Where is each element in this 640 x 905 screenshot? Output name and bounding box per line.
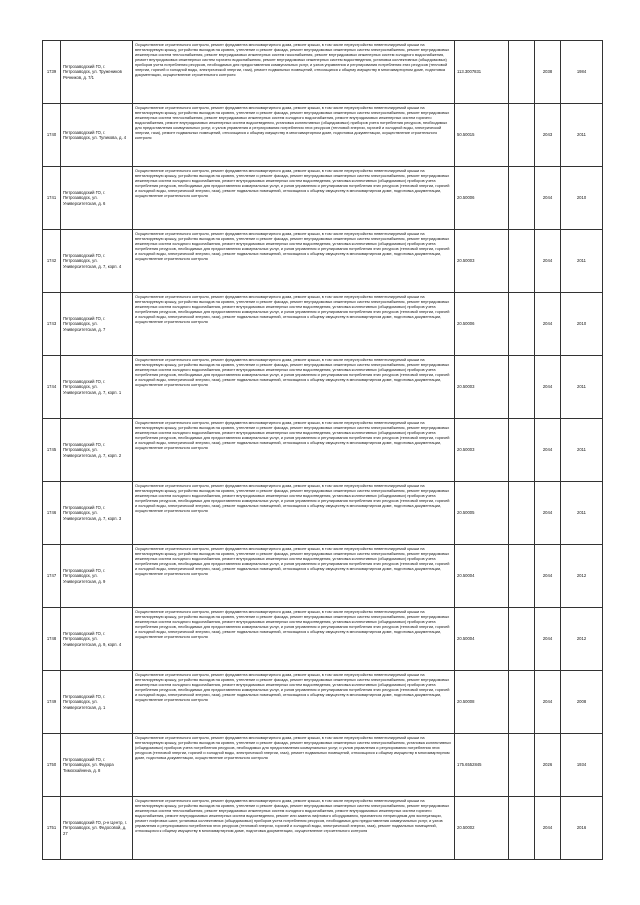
built-year-cell: 2010 [561, 293, 603, 356]
cost-cell: 50.50015 [455, 104, 509, 167]
built-year-cell: 2011 [561, 419, 603, 482]
built-year-cell: 2012 [561, 545, 603, 608]
table-body [43, 41, 603, 860]
empty-cell [509, 671, 535, 734]
works-description-cell: Осуществление строительного контроля, ремонт фундамента многоквартирного дома, ремонт крыши, в том числе переустройство невентилируемой крыши на вентилируемую крышу, устройство выходов на кровлю, утепление и ремонт фасада, ремонт внутридомовых инженерных систем электроснабжения, установка коллективных (общедомовых) приборов учета потребления ресурсов, необходимых для предоставления коммунальных услуг, и узлов управления и регулирования потребления этих ресурсов (тепловой энергии, горячей и холодной воды, электрической энергии, газа), ремонт подвальных помещений, относящихся к общему имуществу в многоквартирном доме, подготовка документации, осуществление строительного контроля [133, 734, 455, 797]
planned-year-cell: 2038 [535, 41, 561, 104]
planned-year-cell: 2044 [535, 419, 561, 482]
works-description-cell: Осуществление строительного контроля, ремонт фундамента многоквартирного дома, ремонт крыши, в том числе переустройство невентилируемой крыши на вентилируемую крышу, устройство выходов на кровлю, утепление и ремонт фасада, ремонт внутридомовых инженерных систем электроснабжения, ремонт внутридомовых инженерных систем холодного водоснабжения, ремонт внутридомовых инженерных систем водоотведения, установка коллективных (общедомовых) приборов учета потребления ресурсов, необходимых для предоставления коммунальных услуг, и узлов управления и регулирования потребления этих ресурсов (тепловой энергии, горячей и холодной воды, электрической энергии, газа), ремонт подвальных помещений, относящихся к общему имуществу в многоквартирном доме, подготовка документации, осуществление строительного контроля [133, 545, 455, 608]
address-cell: Петрозаводский ГО, г. Петрозаводск, ул. Университетская, д. 7, корп. 1 [61, 356, 133, 419]
row-number: 1751 [43, 797, 61, 860]
address-cell: Петрозаводский ГО, г. Петрозаводск, ул. Университетская, д. 6 [61, 167, 133, 230]
built-year-cell: 1984 [561, 41, 603, 104]
cost-cell: 20.50003 [455, 419, 509, 482]
empty-cell [509, 167, 535, 230]
table-row [43, 293, 603, 356]
table-row [43, 230, 603, 293]
works-description-cell: Осуществление строительного контроля, ремонт фундамента многоквартирного дома, ремонт крыши, в том числе переустройство невентилируемой крыши на вентилируемую крышу, устройство выходов на кровлю, утепление и ремонт фасада, ремонт внутридомовых инженерных систем электроснабжения, ремонт внутридомовых инженерных систем холодного водоснабжения, ремонт внутридомовых инженерных систем водоотведения, установка коллективных (общедомовых) приборов учета потребления ресурсов, необходимых для предоставления коммунальных услуг, и узлов управления и регулирования потребления этих ресурсов (тепловой энергии, горячей и холодной воды, электрической энергии, газа), ремонт подвальных помещений, относящихся к общему имуществу в многоквартирном доме, подготовка документации, осуществление строительного контроля [133, 293, 455, 356]
planned-year-cell: 2026 [535, 734, 561, 797]
empty-cell [509, 356, 535, 419]
cost-cell: 20.50002 [455, 797, 509, 860]
cost-cell: 20.50005 [455, 482, 509, 545]
cost-cell: 20.50008 [455, 671, 509, 734]
table-row [43, 104, 603, 167]
cost-cell: 20.50006 [455, 293, 509, 356]
table-row [43, 734, 603, 797]
built-year-cell: 2012 [561, 608, 603, 671]
row-number: 1749 [43, 671, 61, 734]
address-cell: Петрозаводский ГО, г. Петрозаводск, ул. Федора Тимоскайнена, д. 8 [61, 734, 133, 797]
built-year-cell: 2011 [561, 104, 603, 167]
row-number: 1745 [43, 419, 61, 482]
cost-cell: 20.50004 [455, 545, 509, 608]
address-cell: Петрозаводский ГО, г. Петрозаводск, ул. Университетская, д. 7, корп. 4 [61, 230, 133, 293]
row-number: 1750 [43, 734, 61, 797]
works-description-cell: Осуществление строительного контроля, ремонт фундамента многоквартирного дома, ремонт крыши, в том числе переустройство невентилируемой крыши на вентилируемую крышу, устройство выходов на кровлю, утепление и ремонт фасада, ремонт внутридомовых инженерных систем электроснабжения, ремонт внутридомовых инженерных систем холодного водоснабжения, ремонт внутридомовых инженерных систем водоотведения, установка коллективных (общедомовых) приборов учета потребления ресурсов, необходимых для предоставления коммунальных услуг, и узлов управления и регулирования потребления этих ресурсов (тепловой энергии, горячей и холодной воды, электрической энергии, газа), ремонт подвальных помещений, относящихся к общему имуществу в многоквартирном доме, подготовка документации, осуществление строительного контроля [133, 608, 455, 671]
row-number: 1743 [43, 293, 61, 356]
planned-year-cell: 2043 [535, 104, 561, 167]
empty-cell [509, 104, 535, 167]
row-number: 1744 [43, 356, 61, 419]
empty-cell [509, 797, 535, 860]
address-cell: Петрозаводский ГО, г. Петрозаводск, ул. Университетская, д. 9, корп. 4 [61, 608, 133, 671]
row-number: 1746 [43, 482, 61, 545]
row-number: 1748 [43, 608, 61, 671]
built-year-cell: 2016 [561, 797, 603, 860]
address-cell: Петрозаводский ГО, г. Петрозаводск, ул. Туликова, д. 4 [61, 104, 133, 167]
table-row [43, 797, 603, 860]
works-description-cell: Осуществление строительного контроля, ремонт фундамента многоквартирного дома, ремонт крыши, в том числе переустройство невентилируемой крыши на вентилируемую крышу, устройство выходов на кровлю, утепление и ремонт фасада, ремонт внутридомовых инженерных систем электроснабжения, ремонт внутридомовых инженерных систем холодного водоснабжения, ремонт внутридомовых инженерных систем водоотведения, установка коллективных (общедомовых) приборов учета потребления ресурсов, необходимых для предоставления коммунальных услуг, и узлов управления и регулирования потребления этих ресурсов (тепловой энергии, горячей и холодной воды, электрической энергии, газа), ремонт подвальных помещений, относящихся к общему имуществу в многоквартирном доме, подготовка документации, осуществление строительного контроля [133, 671, 455, 734]
cost-cell: 20.50006 [455, 167, 509, 230]
cost-cell: 20.50003 [455, 230, 509, 293]
built-year-cell: 2011 [561, 230, 603, 293]
planned-year-cell: 2044 [535, 293, 561, 356]
row-number: 1739 [43, 41, 61, 104]
empty-cell [509, 293, 535, 356]
row-number: 1741 [43, 167, 61, 230]
cost-cell: 113.3007831 [455, 41, 509, 104]
capital-repair-table [42, 40, 603, 860]
empty-cell [509, 419, 535, 482]
address-cell: Петрозаводский ГО, г. Петрозаводск, ул. Университетская, д. 7, корп. 2 [61, 419, 133, 482]
planned-year-cell: 2044 [535, 797, 561, 860]
document-page [42, 40, 602, 860]
empty-cell [509, 545, 535, 608]
built-year-cell: 2010 [561, 167, 603, 230]
empty-cell [509, 482, 535, 545]
address-cell: Петрозаводский ГО, г. Петрозаводск, ул. Университетская, д. 1 [61, 671, 133, 734]
address-cell: Петрозаводский ГО, г. Петрозаводск, ул. Университетская, д. 9 [61, 545, 133, 608]
built-year-cell: 2011 [561, 356, 603, 419]
row-number: 1742 [43, 230, 61, 293]
table-row [43, 608, 603, 671]
row-number: 1740 [43, 104, 61, 167]
planned-year-cell: 2044 [535, 671, 561, 734]
planned-year-cell: 2044 [535, 167, 561, 230]
empty-cell [509, 608, 535, 671]
works-description-cell: Осуществление строительного контроля, ремонт фундамента многоквартирного дома, ремонт крыши, в том числе переустройство невентилируемой крыши на вентилируемую крышу, устройство выходов на кровлю, утепление и ремонт фасада, ремонт внутридомовых инженерных систем электроснабжения, ремонт внутридомовых инженерных систем холодного водоснабжения, ремонт внутридомовых инженерных систем водоотведения, установка коллективных (общедомовых) приборов учета потребления ресурсов, необходимых для предоставления коммунальных услуг, и узлов управления и регулирования потребления этих ресурсов (тепловой энергии, горячей и холодной воды, электрической энергии, газа), ремонт подвальных помещений, относящихся к общему имуществу в многоквартирном доме, подготовка документации, осуществление строительного контроля [133, 482, 455, 545]
row-number: 1747 [43, 545, 61, 608]
address-cell: Петрозаводский ГО, г. Петрозаводск, ул. Университетская, д. 7, корп. 3 [61, 482, 133, 545]
planned-year-cell: 2044 [535, 356, 561, 419]
works-description-cell: Осуществление строительного контроля, ремонт фундамента многоквартирного дома, ремонт крыши, в том числе переустройство невентилируемой крыши на вентилируемую крышу, устройство выходов на кровлю, утепление и ремонт фасада, ремонт внутридомовых инженерных систем электроснабжения, ремонт внутридомовых инженерных систем теплоснабжения, ремонт внутридомовых инженерных систем газоснабжения, ремонт внутридомовых инженерных систем холодного водоснабжения, ремонт внутридомовых инженерных систем горячего водоснабжения, ремонт внутридомовых инженерных систем водоотведения, установка коллективных (общедомовых) приборов учета потребления ресурсов, необходимых для предоставления коммунальных услуг, и узлов управления и регулирования потребления этих ресурсов (тепловой энергии, горячей и холодной воды, электрической энергии, газа), ремонт подвальных помещений, относящихся к общему имуществу в многоквартирном доме, подготовка документации, осуществление строительного контроля [133, 41, 455, 104]
table-row [43, 482, 603, 545]
built-year-cell: 2011 [561, 482, 603, 545]
table-row [43, 356, 603, 419]
built-year-cell: 2008 [561, 671, 603, 734]
planned-year-cell: 2044 [535, 545, 561, 608]
planned-year-cell: 2044 [535, 230, 561, 293]
works-description-cell: Осуществление строительного контроля, ремонт фундамента многоквартирного дома, ремонт крыши, в том числе переустройство невентилируемой крыши на вентилируемую крышу, устройство выходов на кровлю, утепление и ремонт фасада, ремонт внутридомовых инженерных систем электроснабжения, ремонт внутридомовых инженерных систем холодного водоснабжения, ремонт внутридомовых инженерных систем водоотведения, установка коллективных (общедомовых) приборов учета потребления ресурсов, необходимых для предоставления коммунальных услуг, и узлов управления и регулирования потребления этих ресурсов (тепловой энергии, горячей и холодной воды, электрической энергии, газа), ремонт подвальных помещений, относящихся к общему имуществу в многоквартирном доме, подготовка документации, осуществление строительного контроля [133, 356, 455, 419]
works-description-cell: Осуществление строительного контроля, ремонт фундамента многоквартирного дома, ремонт крыши, в том числе переустройство невентилируемой крыши на вентилируемую крышу, устройство выходов на кровлю, утепление и ремонт фасада, ремонт внутридомовых инженерных систем электроснабжения, ремонт внутридомовых инженерных систем теплоснабжения, ремонт внутридомовых инженерных систем холодного водоснабжения, ремонт внутридомовых инженерных систем горячего водоснабжения, ремонт внутридомовых инженерных систем водоотведения, установка коллективных (общедомовых) приборов учета потребления ресурсов, необходимых для предоставления коммунальных услуг, и узлов управления и регулирования потребления этих ресурсов (тепловой энергии, горячей и холодной воды, электрической энергии, газа), ремонт подвальных помещений, относящихся к общему имуществу в многоквартирном доме, подготовка документации, осуществление строительного контроля [133, 104, 455, 167]
planned-year-cell: 2044 [535, 482, 561, 545]
built-year-cell: 1934 [561, 734, 603, 797]
empty-cell [509, 230, 535, 293]
table-row [43, 671, 603, 734]
works-description-cell: Осуществление строительного контроля, ремонт фундамента многоквартирного дома, ремонт крыши, в том числе переустройство невентилируемой крыши на вентилируемую крышу, устройство выходов на кровлю, утепление и ремонт фасада, ремонт внутридомовых инженерных систем электроснабжения, ремонт внутридомовых инженерных систем холодного водоснабжения, ремонт внутридомовых инженерных систем водоотведения, установка коллективных (общедомовых) приборов учета потребления ресурсов, необходимых для предоставления коммунальных услуг, и узлов управления и регулирования потребления этих ресурсов (тепловой энергии, горячей и холодной воды, электрической энергии, газа), ремонт подвальных помещений, относящихся к общему имуществу в многоквартирном доме, подготовка документации, осуществление строительного контроля [133, 167, 455, 230]
address-cell: Петрозаводский ГО, р-н Центр, г. Петрозаводск, ул. Федосовой, д. 27 [61, 797, 133, 860]
works-description-cell: Осуществление строительного контроля, ремонт фундамента многоквартирного дома, ремонт крыши, в том числе переустройство невентилируемой крыши на вентилируемую крышу, устройство выходов на кровлю, утепление и ремонт фасада, ремонт внутридомовых инженерных систем электроснабжения, ремонт внутридомовых инженерных систем холодного водоснабжения, ремонт внутридомовых инженерных систем водоотведения, установка коллективных (общедомовых) приборов учета потребления ресурсов, необходимых для предоставления коммунальных услуг, и узлов управления и регулирования потребления этих ресурсов (тепловой энергии, горячей и холодной воды, электрической энергии, газа), ремонт подвальных помещений, относящихся к общему имуществу в многоквартирном доме, подготовка документации, осуществление строительного контроля [133, 419, 455, 482]
cost-cell: 20.50004 [455, 608, 509, 671]
table-row [43, 167, 603, 230]
empty-cell [509, 41, 535, 104]
planned-year-cell: 2044 [535, 608, 561, 671]
table-row [43, 545, 603, 608]
cost-cell: 175.6552845 [455, 734, 509, 797]
works-description-cell: Осуществление строительного контроля, ремонт фундамента многоквартирного дома, ремонт крыши, в том числе переустройство невентилируемой крыши на вентилируемую крышу, устройство выходов на кровлю, утепление и ремонт фасада, ремонт внутридомовых инженерных систем электроснабжения, ремонт внутридомовых инженерных систем холодного водоснабжения, ремонт внутридомовых инженерных систем водоотведения, установка коллективных (общедомовых) приборов учета потребления ресурсов, необходимых для предоставления коммунальных услуг, и узлов управления и регулирования потребления этих ресурсов (тепловой энергии, горячей и холодной воды, электрической энергии, газа), ремонт подвальных помещений, относящихся к общему имуществу в многоквартирном доме, подготовка документации, осуществление строительного контроля [133, 230, 455, 293]
table-row [43, 419, 603, 482]
cost-cell: 20.50003 [455, 356, 509, 419]
address-cell: Петрозаводский ГО, г. Петрозаводск, ул. Тружеников Речников, д. 7/1 [61, 41, 133, 104]
table-row [43, 41, 603, 104]
works-description-cell: Осуществление строительного контроля, ремонт фундамента многоквартирного дома, ремонт крыши, в том числе переустройство невентилируемой крыши на вентилируемую крышу, устройство выходов на кровлю, утепление и ремонт фасада, ремонт внутридомовых инженерных систем электроснабжения, ремонт внутридомовых инженерных систем теплоснабжения, ремонт внутридомовых инженерных систем холодного водоснабжения, ремонт внутридомовых инженерных систем горячего водоснабжения, ремонт внутридомовых инженерных систем водоотведения, ремонт или замена лифтового оборудования, признанного непригодным для эксплуатации, ремонт лифтовых шахт, установка коллективных (общедомовых) приборов учета потребления ресурсов, необходимых для предоставления коммунальных услуг, и узлов управления и регулирования потребления этих ресурсов (тепловой энергии, горячей и холодной воды, электрической энергии, газа), ремонт подвальных помещений, относящихся к общему имуществу в многоквартирном доме, подготовка документации, осуществление строительного контроля [133, 797, 455, 860]
address-cell: Петрозаводский ГО, г. Петрозаводск, ул. Университетская, д. 7 [61, 293, 133, 356]
empty-cell [509, 734, 535, 797]
